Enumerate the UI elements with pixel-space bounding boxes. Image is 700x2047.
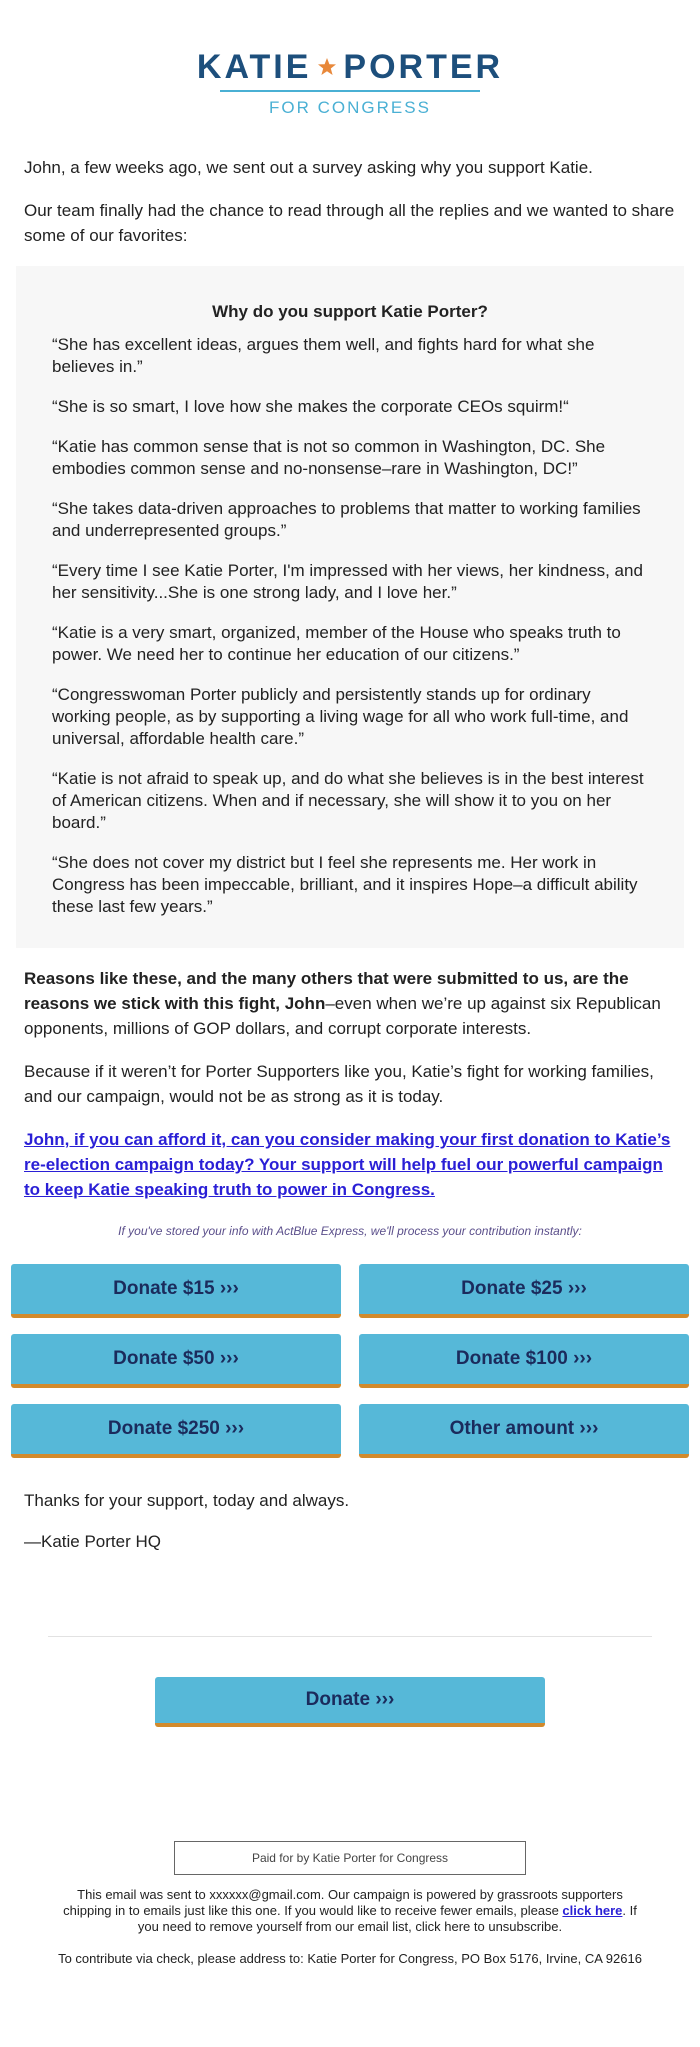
quotes-box [16, 266, 684, 948]
reasons-rest: –even when we’re up against six Republican opponents, millions of GOP dollars, and corrupt corporate interests. [24, 994, 661, 1038]
quote-item: “She does not cover my district but I feel she represents me. Her work in Congress has been impeccable, brilliant, and it inspires Hope–a difficult ability these last few years.” [52, 853, 638, 916]
section-divider [48, 1636, 652, 1637]
donate-250-button[interactable]: Donate $250 ››› [11, 1404, 341, 1458]
reasons-bold: Reasons like these, and the many others that were submitted to us, are the reasons we stick with this fight, John [24, 969, 629, 1013]
because-paragraph: Because if it weren’t for Porter Supporters like you, Katie’s fight for working families, and our campaign, would not be as strong as it is today. [24, 1062, 654, 1106]
signature: —Katie Porter HQ [24, 1532, 161, 1551]
donate-cta-link[interactable]: John, if you can afford it, can you consider making your first donation to Katie’s re-election campaign today? Your support will help fuel our powerful campaign to keep Katie speaking truth to power in Congress. [24, 1130, 671, 1199]
reasons-paragraph [24, 966, 676, 1041]
donate-button[interactable]: Donate ››› [155, 1677, 545, 1727]
footer-address: To contribute via check, please address to: Katie Porter for Congress, PO Box 5176, Irvine, CA 92616 [58, 1951, 642, 1966]
quote-item: “She is so smart, I love how she makes the corporate CEOs squirm!“ [52, 397, 569, 416]
quote-item: “She takes data-driven approaches to problems that matter to working families and underrepresented groups.” [52, 499, 641, 540]
logo-name-left: KATIE [196, 48, 312, 86]
donate-100-button[interactable]: Donate $100 ››› [359, 1334, 689, 1388]
paid-for-disclaimer: Paid for by Katie Porter for Congress [174, 1841, 526, 1875]
thanks-text: Thanks for your support, today and always. [24, 1491, 350, 1510]
footer-notice [55, 1887, 645, 1935]
quote-item: “Congresswoman Porter publicly and persistently stands up for ordinary working people, as by supporting a living wage for all who work full-time, and universal, affordable health care.” [52, 685, 629, 748]
quote-item: “Katie has common sense that is not so common in Washington, DC. She embodies common sense and no-nonsense–rare in Washington, DC!” [52, 437, 606, 478]
email-body-lower [0, 966, 700, 1238]
intro-paragraph: John, a few weeks ago, we sent out a survey asking why you support Katie. [24, 158, 593, 177]
signoff-section [0, 1488, 700, 1554]
donate-25-button[interactable]: Donate $25 ››› [359, 1264, 689, 1318]
campaign-logo [0, 0, 700, 155]
quote-item: “She has excellent ideas, argues them well, and fights hard for what she believes in.” [52, 335, 595, 376]
star-icon [317, 57, 337, 77]
footer-text-b: . If you need to remove yourself from our email list, click here to unsubscribe. [137, 1903, 637, 1934]
logo-divider [220, 90, 480, 92]
quote-item: “Every time I see Katie Porter, I'm impressed with her views, her kindness, and her sensitivity...She is one strong lady, and I love her.” [52, 561, 643, 602]
logo-wordmark [197, 50, 503, 84]
logo-subtitle: FOR CONGRESS [269, 98, 431, 117]
actblue-note: If you've stored your info with ActBlue Express, we'll process your contribution instantly: [118, 1224, 582, 1238]
quotes-title: Why do you support Katie Porter? [212, 302, 488, 321]
donate-other-amount-button[interactable]: Other amount ››› [359, 1404, 689, 1458]
email-body [0, 155, 700, 248]
email-footer [0, 1887, 700, 1967]
logo-name-right: PORTER [343, 48, 504, 86]
intro-paragraph: Our team finally had the chance to read through all the replies and we wanted to share some of our favorites: [24, 201, 675, 245]
donate-50-button[interactable]: Donate $50 ››› [11, 1334, 341, 1388]
donate-button-grid [0, 1264, 700, 1458]
quote-item: “Katie is not afraid to speak up, and do what she believes is in the best interest of American citizens. When and if necessary, she will show it to you on her board.” [52, 769, 644, 832]
donate-15-button[interactable]: Donate $15 ››› [11, 1264, 341, 1318]
quote-item: “Katie is a very smart, organized, member of the House who speaks truth to power. We need her to continue her education of our citizens.” [52, 623, 621, 664]
footer-text-a: This email was sent to xxxxxx@gmail.com. Our campaign is powered by grassroots supporters chipping in to emails just like this one. If you would like to receive fewer emails, please [63, 1887, 623, 1918]
fewer-emails-link[interactable]: click here [562, 1903, 623, 1918]
